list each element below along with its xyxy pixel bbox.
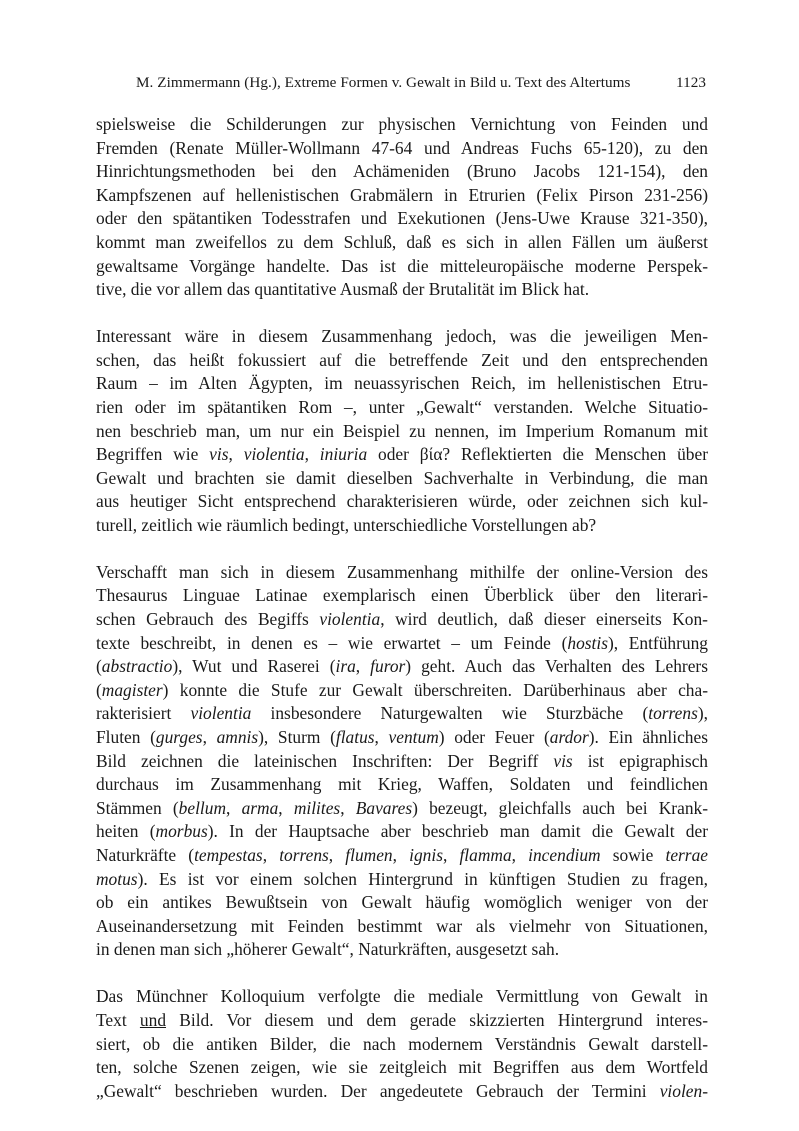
text-segment: , [304, 444, 320, 465]
text-segment: , [228, 444, 244, 465]
italic-term: violentia [319, 609, 381, 630]
text-line [96, 1080, 708, 1104]
text-segment: oder βία? Reflektierten die Menschen über [367, 444, 708, 465]
italic-term: abstractio [101, 656, 173, 677]
text-line [96, 160, 708, 184]
text-segment: , [511, 845, 529, 865]
text-line [96, 207, 708, 231]
text-segment: Raum – im Alten Ägypten, im neuassyrischen Reich, im hellenistischen Etru- [96, 373, 708, 394]
text-segment: ), [697, 703, 708, 724]
italic-term: violentia [190, 703, 252, 724]
italic-term: milites [293, 797, 341, 818]
text-segment: ) bezeugt, gleichfalls auch bei Krank- [412, 797, 708, 818]
text-segment: ten, solche Szenen zeigen, wie sie zeitgleich mit Begriffen aus dem Wortfeld [96, 1057, 708, 1078]
italic-term: vis [209, 444, 229, 465]
italic-term: bellum [178, 797, 227, 818]
text-line [96, 655, 708, 679]
text-segment: , [202, 727, 217, 748]
text-segment: ), Entführung [607, 632, 708, 653]
text-line [96, 679, 708, 703]
text-segment: ( [96, 679, 102, 700]
italic-term: torrens [279, 845, 329, 865]
text-line [96, 584, 708, 608]
text-segment: spielsweise die Schilderungen zur physischen Vernichtung von Feinden und [96, 114, 708, 134]
text-line [96, 467, 708, 491]
text-line [96, 938, 708, 962]
text-segment: Fremden (Renate Müller-Wollmann 47-64 und Andreas Fuchs 65-120), zu den [96, 137, 708, 158]
italic-term: tempestas [194, 845, 263, 865]
paragraph [96, 985, 708, 1103]
text-segment: , [374, 727, 389, 748]
text-segment: in denen man sich „höherer Gewalt“, Naturkräften, ausgesetzt sah. [96, 939, 560, 960]
text-segment: , [442, 845, 460, 865]
text-segment: kommt man zweifellos zu dem Schluß, daß es sich in allen Fällen um äußerst [96, 231, 708, 252]
text-line [96, 255, 708, 279]
paragraph [96, 113, 708, 302]
text-segment: rakterisiert [96, 703, 191, 724]
text-segment: ) oder Feuer ( [438, 727, 550, 748]
paragraph-gap [96, 962, 708, 985]
text-segment: Gewalt und brachten sie damit dieselben Sachverhalte in Verbindung, die man [96, 467, 708, 488]
text-segment: ist epigraphisch [572, 750, 709, 771]
text-segment: Bild. Vor diesem und dem gerade skizzierten Hintergrund interes- [166, 1009, 708, 1030]
text-segment: Kampfszenen auf hellenistischen Grabmälern in Etrurien (Felix Pirson 231-256) [96, 184, 708, 205]
text-segment: ), Sturm ( [258, 727, 336, 748]
italic-term: terrae [665, 845, 708, 865]
text-segment: Fluten ( [96, 727, 156, 748]
text-segment: , [392, 845, 410, 865]
text-line [96, 632, 708, 656]
text-segment: heiten ( [96, 821, 156, 842]
text-line [96, 1033, 708, 1057]
text-line [96, 184, 708, 208]
text-segment: ) konnte die Stufe zur Gewalt überschreiten. Darüberhinaus aber cha- [162, 679, 708, 700]
text-segment: Stämmen ( [96, 797, 179, 818]
text-segment: rien oder im spätantiken Rom –, unter „Gewalt“ verstanden. Welche Situatio- [96, 396, 708, 417]
text-line [96, 231, 708, 255]
text-segment: Das Münchner Kolloquium verfolgte die mediale Vermittlung von Gewalt in [96, 986, 708, 1007]
text-segment: , [226, 797, 242, 818]
text-segment: Interessant wäre in diesem Zusammenhang jedoch, was die jeweiligen Men- [96, 326, 708, 347]
italic-term: Bavares [355, 797, 413, 818]
paragraph [96, 561, 708, 962]
text-segment: durchaus im Zusammenhang mit Krieg, Waffen, Soldaten und feindlichen [96, 774, 708, 795]
text-segment: Auseinandersetzung mit Feinden bestimmt war als vielmehr von Situationen, [96, 915, 708, 936]
text-line [96, 891, 708, 915]
italic-term: morbus [155, 821, 208, 842]
italic-term: violen- [659, 1080, 708, 1101]
text-segment: Begriffen wie [96, 444, 210, 465]
text-segment: insbesondere Naturgewalten wie Sturzbäche ( [251, 703, 649, 724]
text-segment: ). Ein ähnliches [588, 727, 708, 748]
text-segment: ). Es ist vor einem solchen Hintergrund in künftigen Studien zu fragen, [137, 868, 708, 889]
italic-term: vis [553, 750, 573, 771]
text-line [96, 820, 708, 844]
page-number: 1123 [675, 74, 706, 91]
paragraph [96, 325, 708, 537]
text-segment: texte beschreibt, in denen es – wie erwartet – um Feinde ( [96, 632, 568, 653]
text-line [96, 844, 708, 868]
text-segment: schen Gebrauch des Begiffs [96, 609, 320, 630]
text-segment: Hinrichtungsmethoden bei den Achämeniden (Bruno Jacobs 121-154), den [96, 161, 708, 182]
text-line [96, 797, 708, 821]
paragraph-gap [96, 537, 708, 560]
text-segment: nen beschrieb man, um nur ein Beispiel zu nennen, im Imperium Romanum mit [96, 420, 708, 441]
text-line [96, 726, 708, 750]
running-title: M. Zimmermann (Hg.), Extreme Formen v. Gewalt in Bild u. Text des Altertums [136, 74, 631, 91]
italic-term: violentia [243, 444, 305, 465]
text-segment: schen, das heißt fokussiert auf die betreffende Zeit und den entsprechenden [96, 349, 708, 370]
italic-term: furor [370, 656, 406, 677]
text-segment: Verschafft man sich in diesem Zusammenhang mithilfe der online-Version des [96, 561, 708, 582]
italic-term: ardor [549, 727, 589, 748]
italic-term: ira [335, 656, 356, 677]
italic-term: flumen [345, 845, 393, 865]
text-segment: , [278, 797, 294, 818]
text-segment: ), Wut und Raserei ( [172, 656, 336, 677]
italic-term: incendium [528, 845, 601, 865]
text-segment: ( [96, 656, 102, 677]
text-line [96, 396, 708, 420]
text-segment: ob ein antikes Bewußtsein von Gewalt häufig womöglich weniger von der [96, 892, 708, 913]
text-line [96, 1056, 708, 1080]
text-line [96, 915, 708, 939]
text-segment: turell, zeitlich wie räumlich bedingt, unterschiedliche Vorstellungen ab? [96, 514, 597, 535]
text-segment: , [328, 845, 346, 865]
text-line [96, 773, 708, 797]
text-segment: Text [96, 1009, 140, 1030]
text-line [96, 349, 708, 373]
text-segment: sowie [600, 845, 666, 865]
text-segment: , [340, 797, 356, 818]
text-segment: aus heutiger Sicht entsprechend charakterisieren würde, oder zeichnen sich kul- [96, 491, 708, 512]
text-segment: , wird deutlich, daß dieser einerseits Kon- [380, 609, 708, 630]
italic-term: amnis [216, 727, 259, 748]
text-line [96, 372, 708, 396]
text-line [96, 420, 708, 444]
italic-term: torrens [648, 703, 698, 724]
text-segment: ). In der Hauptsache aber beschrieb man damit die Gewalt der [207, 821, 708, 842]
text-line [96, 561, 708, 585]
text-line [96, 514, 708, 538]
underlined-word: und [139, 1009, 167, 1030]
italic-term: flamma [459, 845, 512, 865]
text-line [96, 1009, 708, 1033]
italic-term: ventum [388, 727, 439, 748]
text-segment: ) geht. Auch das Verhalten des Lehrers [405, 656, 708, 677]
text-line [96, 113, 708, 137]
text-line [96, 702, 708, 726]
text-segment: Bild zeichnen die lateinischen Inschriften: Der Begriff [96, 750, 554, 771]
text-line [96, 608, 708, 632]
text-segment: , [355, 656, 371, 677]
text-segment: siert, ob die antiken Bilder, die nach modernem Verständnis Gewalt darstell- [96, 1033, 708, 1054]
italic-term: ignis [409, 845, 443, 865]
paragraph-gap [96, 302, 708, 325]
text-segment: „Gewalt“ beschrieben wurden. Der angedeutete Gebrauch der Termini [96, 1080, 660, 1101]
text-segment: gewaltsame Vorgänge handelte. Das ist die mitteleuropäische moderne Perspek- [96, 255, 708, 276]
text-line [96, 750, 708, 774]
italic-term: flatus [335, 727, 375, 748]
italic-term: magister [101, 679, 163, 700]
text-line [96, 325, 708, 349]
text-segment: Naturkräfte ( [96, 845, 195, 865]
italic-term: motus [96, 868, 138, 889]
italic-term: arma [241, 797, 279, 818]
text-line [96, 868, 708, 892]
text-segment: oder den spätantiken Todesstrafen und Exekutionen (Jens-Uwe Krause 321-350), [96, 208, 708, 229]
italic-term: hostis [567, 632, 608, 653]
text-segment: Thesaurus Linguae Latinae exemplarisch einen Überblick über den literari- [96, 585, 708, 606]
text-line [96, 443, 708, 467]
italic-term: gurges [155, 727, 203, 748]
text-segment: tive, die vor allem das quantitative Ausmaß der Brutalität im Blick hat. [96, 279, 590, 300]
text-line [96, 278, 708, 302]
text-line [96, 137, 708, 161]
body-text [96, 113, 708, 1103]
text-line [96, 490, 708, 514]
text-segment: , [262, 845, 280, 865]
italic-term: iniuria [319, 444, 368, 465]
text-line [96, 985, 708, 1009]
